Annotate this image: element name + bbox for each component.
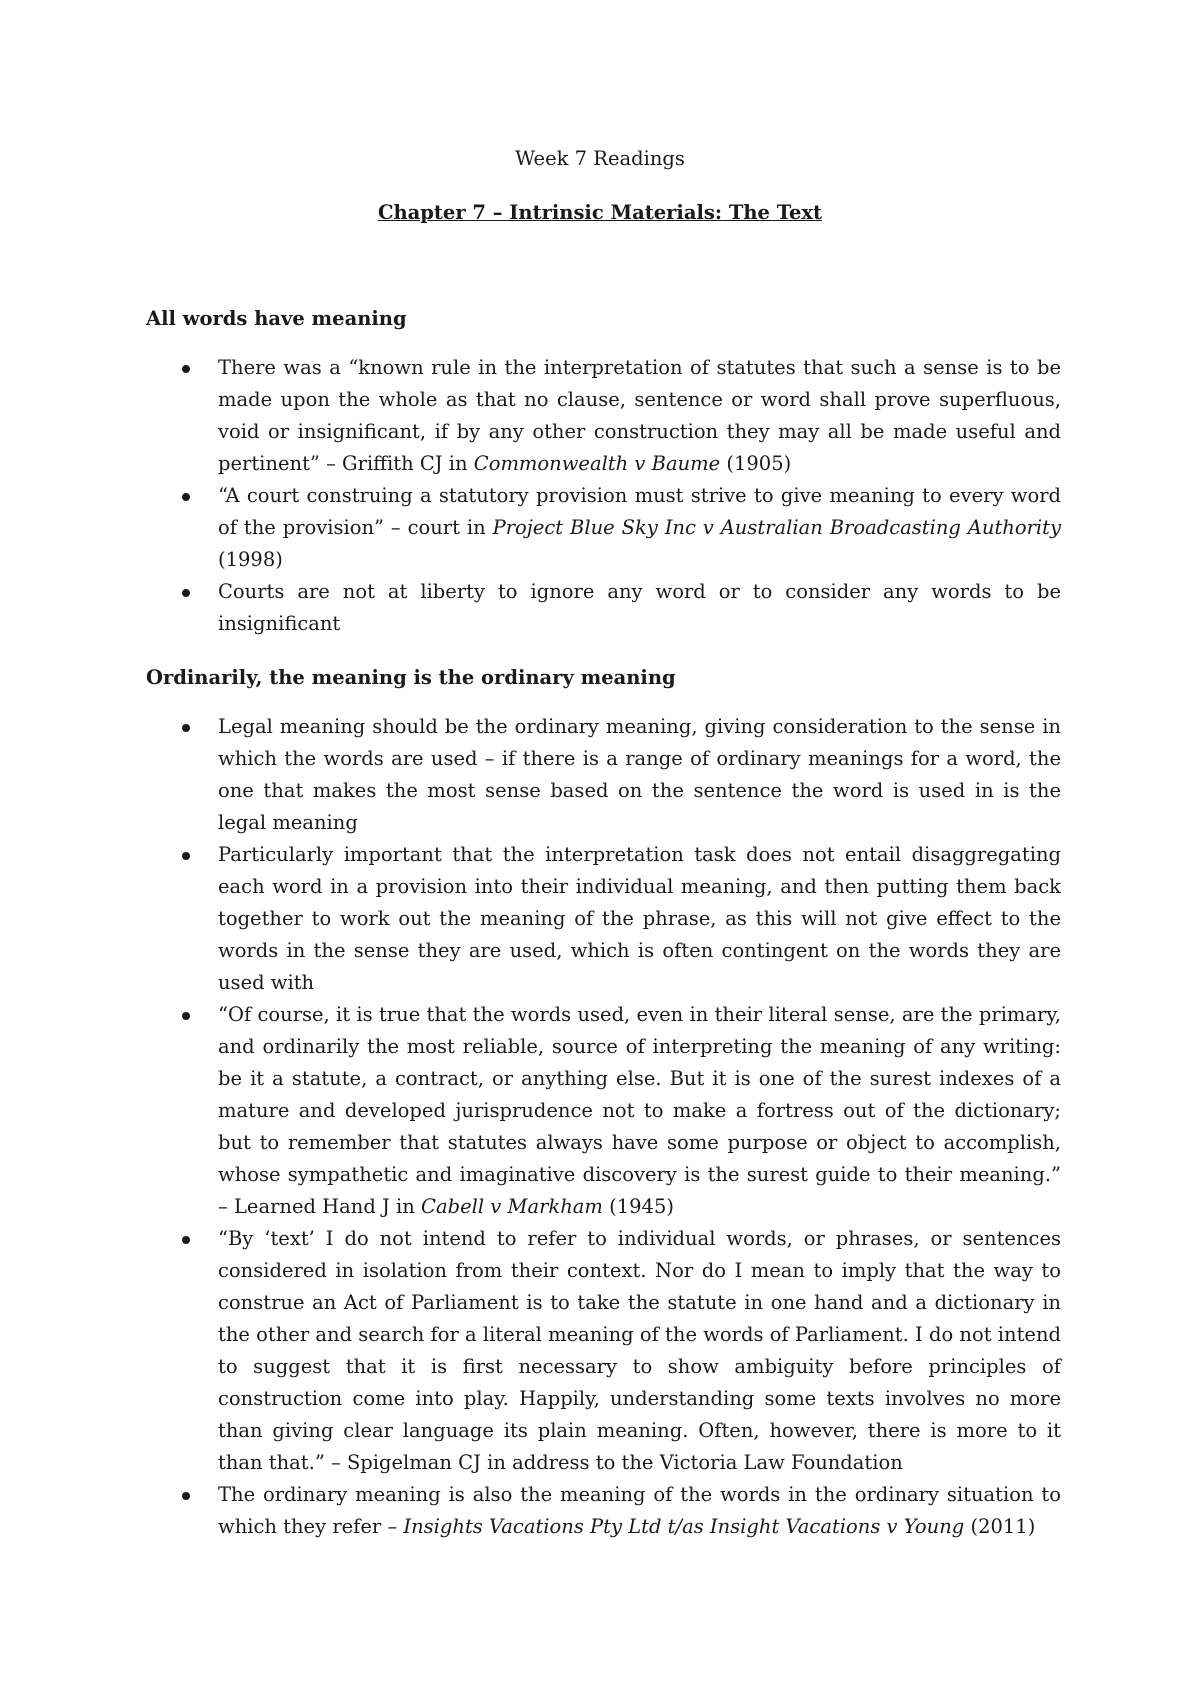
case-citation: Insights Vacations Pty Ltd t/as Insight Vacations v Young <box>403 1515 965 1538</box>
list-item <box>146 999 1061 1223</box>
bullet-icon <box>182 1492 190 1500</box>
case-citation: Project Blue Sky Inc v Australian Broadcasting Authority <box>492 516 1061 539</box>
bullet-text: Legal meaning should be the ordinary meaning, giving consideration to the sense in which the words are used – if there is a range of ordinary meanings for a word, the one that makes the most sense based on the sentence the word is used in is the legal meaning <box>218 715 1061 834</box>
section-heading: All words have meaning <box>146 307 407 330</box>
bullet-list <box>146 711 1061 1543</box>
list-item <box>146 1223 1061 1479</box>
bullet-icon <box>182 1236 190 1244</box>
bullet-text: Courts are not at liberty to ignore any word or to consider any words to be insignificant <box>218 580 1061 635</box>
bullet-icon <box>182 365 190 373</box>
section-ordinary-meaning <box>146 665 1061 1543</box>
bullet-icon <box>182 724 190 732</box>
bullet-text: The ordinary meaning is also the meaning of the words in the ordinary situation to which they refer – <box>218 1483 1061 1538</box>
bullet-icon <box>182 852 190 860</box>
section-all-words-have-meaning <box>146 306 1061 640</box>
case-year: (1998) <box>218 548 283 571</box>
bullet-text: “A court construing a statutory provision must strive to give meaning to every word of the provision” – court in <box>218 484 1061 539</box>
bullet-icon <box>182 493 190 501</box>
section-heading: Ordinarily, the meaning is the ordinary meaning <box>146 666 676 689</box>
list-item <box>146 1479 1061 1543</box>
bullet-text: “Of course, it is true that the words used, even in their literal sense, are the primary, and ordinarily the most reliable, source of interpreting the meaning of any writing: be it a statute, a contract, or anything else. But it is one of the surest indexes of a mature and developed jurisprudence not to make a fortress out of the dictionary; but to remember that statutes always have some purpose or object to accomplish, whose sympathetic and imaginative discovery is the surest guide to their meaning.” – Learned Hand J in <box>218 1003 1061 1218</box>
case-year: (1905) <box>720 452 792 475</box>
bullet-text: “By ‘text’ I do not intend to refer to individual words, or phrases, or sentences considered in isolation from their context. Nor do I mean to imply that the way to construe an Act of Parliament is to take the statute in one hand and a dictionary in the other and search for a literal meaning of the words of Parliament. I do not intend to suggest that it is first necessary to show ambiguity before principles of construction come into play. Happily, understanding some texts involves no more than giving clear language its plain meaning. Often, however, there is more to it than that.” – Spigelman CJ in address to the Victoria Law Foundation <box>218 1227 1061 1474</box>
list-item <box>146 576 1061 640</box>
bullet-icon <box>182 1012 190 1020</box>
list-item <box>146 711 1061 839</box>
document-title: Week 7 Readings <box>515 147 685 170</box>
list-item <box>146 839 1061 999</box>
case-citation: Cabell v Markham <box>421 1195 603 1218</box>
chapter-title: Chapter 7 – Intrinsic Materials: The Text <box>377 201 823 224</box>
case-citation: Commonwealth v Baume <box>473 452 721 475</box>
list-item <box>146 352 1061 480</box>
case-year: (1945) <box>602 1195 674 1218</box>
bullet-text: There was a “known rule in the interpretation of statutes that such a sense is to be made upon the whole as that no clause, sentence or word shall prove superfluous, void or insignificant, if by any other construction they may all be made useful and pertinent” – Griffith CJ in <box>218 356 1061 475</box>
bullet-icon <box>182 589 190 597</box>
list-item <box>146 480 1061 576</box>
case-year: (2011) <box>964 1515 1036 1538</box>
bullet-text: Particularly important that the interpretation task does not entail disaggregating each word in a provision into their individual meaning, and then putting them back together to work out the meaning of the phrase, as this will not give effect to the words in the sense they are used, which is often contingent on the words they are used with <box>218 843 1061 994</box>
bullet-list <box>146 352 1061 640</box>
